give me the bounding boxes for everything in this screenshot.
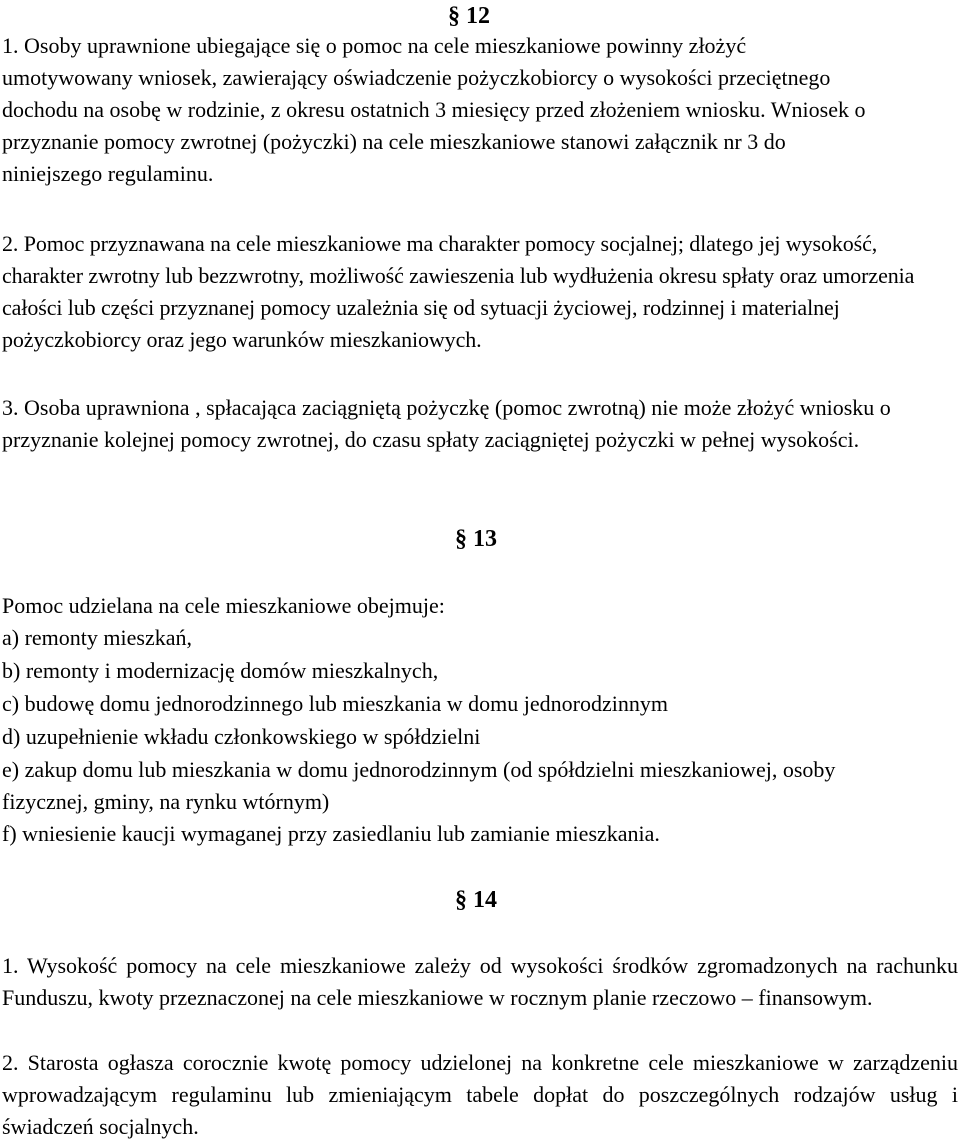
section-13-item-e: e) zakup domu lub mieszkania w domu jednorodzinnym (od spółdzielni mieszkaniowej, osoby fizycznej, gminy, na rynku wtórnym) xyxy=(2,757,836,814)
section-12-paragraph-2: 2. Pomoc przyznawana na cele mieszkaniowe ma charakter pomocy socjalnej; dlatego jej wysokość, charakter zwrotny lub bezzwrotny, możliwość zawieszenia lub wydłużenia okresu spłaty oraz umorzenia całości lub części przyznanej pomocy uzależnia się od sytuacji życiowej, rodzinnej i materialnej pożyczkobiorcy oraz jego warunków mieszkaniowych. xyxy=(2,231,915,352)
section-13-item-a: a) remonty mieszkań, xyxy=(2,625,192,650)
section-13-item-b: b) remonty i modernizację domów mieszkalnych, xyxy=(2,658,439,683)
section-14-paragraph-1: 1. Wysokość pomocy na cele mieszkaniowe zależy od wysokości środków zgromadzonych na rachunku Funduszu, kwoty przeznaczonej na cele mieszkaniowe w rocznym planie rzeczowo – finansowym. xyxy=(2,953,958,1010)
section-13-heading: § 13 xyxy=(455,526,497,552)
section-13-item-c: c) budowę domu jednorodzinnego lub mieszkania w domu jednorodzinnym xyxy=(2,691,668,716)
section-12-paragraph-3: 3. Osoba uprawniona , spłacająca zaciągniętą pożyczkę (pomoc zwrotną) nie może złożyć wniosku o przyznanie kolejnej pomocy zwrotnej, do czasu spłaty zaciągniętej pożyczki w pełnej wysokości. xyxy=(2,395,891,452)
section-12-paragraph-1: 1. Osoby uprawnione ubiegające się o pomoc na cele mieszkaniowe powinny złożyć umotywowany wniosek, zawierający oświadczenie pożyczkobiorcy o wysokości przeciętnego dochodu na osobę w rodzinie, z okresu ostatnich 3 miesięcy przed złożeniem wniosku. Wniosek o przyznanie pomocy zwrotnej (pożyczki) na cele mieszkaniowe stanowi załącznik nr 3 do niniejszego regulaminu. xyxy=(2,33,866,186)
section-13-item-f: f) wniesienie kaucji wymaganej przy zasiedlaniu lub zamianie mieszkania. xyxy=(2,821,660,846)
section-14-heading: § 14 xyxy=(455,887,497,913)
section-14-paragraph-2: 2. Starosta ogłasza corocznie kwotę pomocy udzielonej na konkretne cele mieszkaniowe w zarządzeniu wprowadzającym regulaminu lub zmieniającym tabele dopłat do poszczególnych rodzajów usług i świadczeń socjalnych. xyxy=(2,1050,958,1139)
section-12-heading: § 12 xyxy=(448,3,490,29)
section-13-item-d: d) uzupełnienie wkładu członkowskiego w spółdzielni xyxy=(2,724,481,749)
section-13-intro: Pomoc udzielana na cele mieszkaniowe obejmuje: xyxy=(2,593,445,618)
